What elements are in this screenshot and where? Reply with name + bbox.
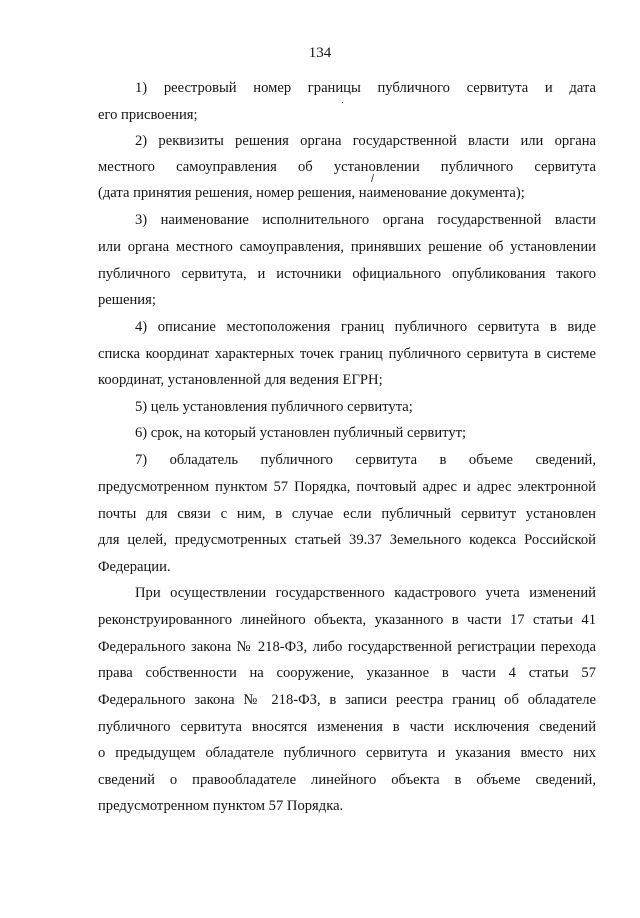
text-line: 6) срок, на который установлен публичный сервитут;: [135, 425, 467, 441]
text-line: права собственности на сооружение, указанное в части 4 статьи 57: [98, 665, 596, 681]
text-line: 1) реестровый номер границы публичного сервитута и дата: [135, 80, 596, 96]
text-line: сведений о правообладателе линейного объекта в объеме сведений,: [98, 772, 596, 788]
text-line: При осуществлении государственного кадастрового учета изменений: [135, 585, 596, 601]
text-line: Федерального закона № 218-ФЗ, в записи реестра границ об обладателе: [98, 692, 596, 708]
text-line: или органа местного самоуправления, принявших решение об установлении: [98, 239, 596, 255]
text-line: публичного сервитута, и источники официального опубликования такого: [98, 266, 596, 282]
text-line: предусмотренном пунктом 57 Порядка, почтовый адрес и адрес электронной: [98, 479, 596, 495]
text-line: для целей, предусмотренных статьей 39.37 Земельного кодекса Российской: [98, 532, 596, 548]
text-line: координат, установленной для ведения ЕГРН;: [98, 372, 383, 388]
text-line: 5) цель установления публичного сервитута;: [135, 399, 413, 415]
text-line: публичного сервитута вносятся изменения в части исключения сведений: [98, 719, 596, 735]
text-line: Федерального закона № 218-ФЗ, либо государственной регистрации перехода: [98, 639, 596, 655]
text-line: реконструированного линейного объекта, указанного в части 17 статьи 41: [98, 612, 596, 628]
page-number: 134: [308, 45, 332, 61]
scan-speck: ·: [341, 97, 344, 107]
text-line: 7) обладатель публичного сервитута в объеме сведений,: [135, 452, 596, 468]
pen-mark: /: [371, 173, 375, 185]
text-line: решения;: [98, 292, 156, 308]
text-line: 4) описание местоположения границ публичного сервитута в виде: [135, 319, 596, 335]
text-line: предусмотренном пунктом 57 Порядка.: [98, 798, 344, 814]
text-line: 3) наименование исполнительного органа государственной власти: [135, 212, 596, 228]
text-line: о предыдущем обладателе публичного сервитута и указания вместо них: [98, 745, 596, 761]
text-line: списка координат характерных точек границ публичного сервитута в системе: [98, 346, 596, 362]
text-line: его присвоения;: [98, 107, 198, 123]
text-line: местного самоуправления об установлении публичного сервитута: [98, 159, 596, 175]
text-line: (дата принятия решения, номер решения, наименование документа);: [98, 185, 525, 201]
text-line: почты для связи с ним, в случае если публичный сервитут установлен: [98, 506, 596, 522]
text-line: Федерации.: [98, 559, 171, 575]
text-line: 2) реквизиты решения органа государственной власти или органа: [135, 133, 596, 149]
